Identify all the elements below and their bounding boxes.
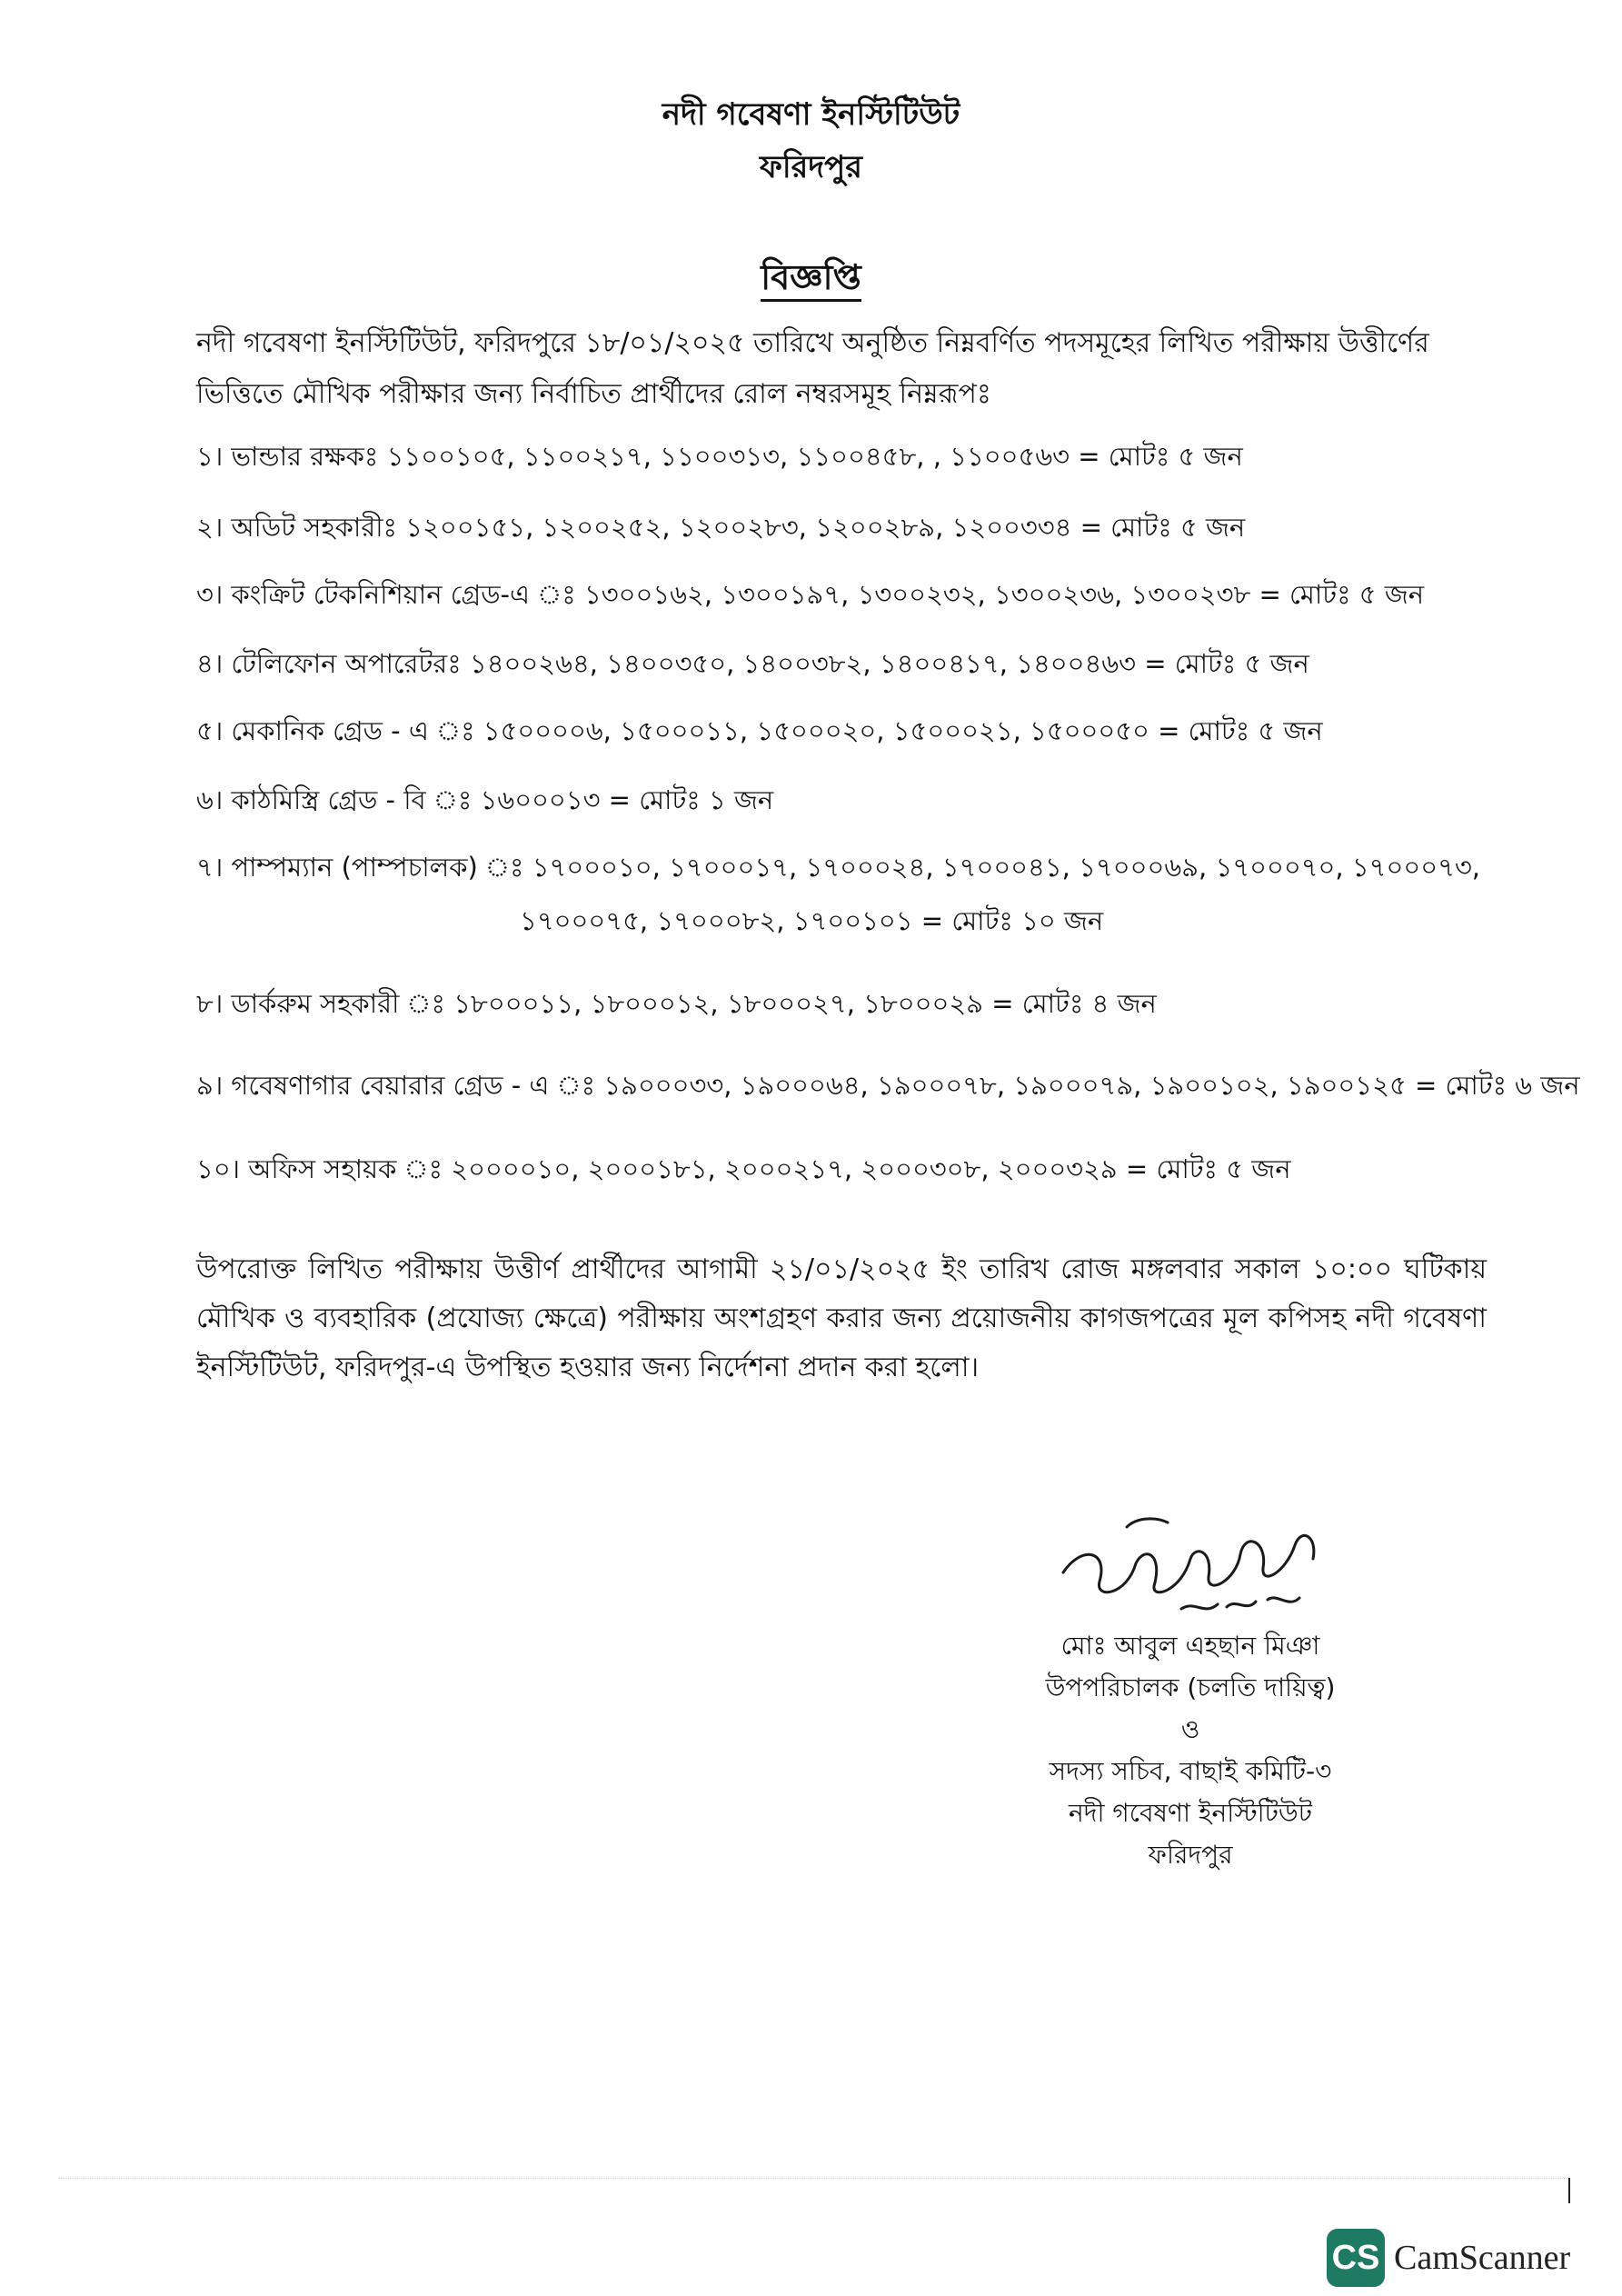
list-item bbox=[196, 1065, 1580, 1110]
institute-location: ফরিদপুর bbox=[760, 149, 862, 185]
list-item bbox=[196, 983, 1157, 1028]
list-item-text: ২। অডিট সহকারীঃ ১২০০১৫১, ১২০০২৫২, ১২০০২৮৩, ১২০০২৮৯, ১২০০৩৩৪ = মোটঃ ৫ জন bbox=[196, 512, 1246, 543]
signatory-location: ফরিদপুর bbox=[1148, 1840, 1233, 1870]
list-item bbox=[196, 507, 1245, 552]
camscanner-logo-icon: CS bbox=[1327, 2229, 1385, 2287]
list-item-text: ৪। টেলিফোন অপারেটরঃ ১৪০০২৬৪, ১৪০০৩৫০, ১৪০০৩৮২, ১৪০০৪১৭, ১৪০০৪৬৩ = মোটঃ ৫ জন bbox=[196, 648, 1309, 679]
list-item bbox=[196, 1149, 1291, 1193]
list-item-text: ৯। গবেষণাগার বেয়ারার গ্রেড - এ ঃ ১৯০০০৩৩, ১৯০০০৬৪, ১৯০০০৭৮, ১৯০০০৭৯, ১৯০০১০২, ১৯০০১২৫ = মোটঃ ৬ জন bbox=[196, 1070, 1580, 1101]
list-item bbox=[196, 574, 1424, 619]
notice-title-text: বিজ্ঞপ্তি bbox=[761, 257, 861, 302]
list-item-text: ১। ভান্ডার রক্ষকঃ ১১০০১০৫, ১১০০২১৭, ১১০০৩১৩, ১১০০৪৫৮, , ১১০০৫৬৩ = মোটঃ ৫ জন bbox=[196, 441, 1243, 472]
list-item-text: ৩। কংক্রিট টেকনিশিয়ান গ্রেড-এ ঃ ১৩০০১৬২, ১৩০০১৯৭, ১৩০০২৩২, ১৩০০২৩৬, ১৩০০২৩৮ = মোটঃ ৫ জন bbox=[196, 579, 1425, 610]
list-item bbox=[196, 436, 1243, 481]
list-item-text: ৫। মেকানিক গ্রেড - এ ঃ ১৫০০০০৬, ১৫০০০১১, ১৫০০০২০, ১৫০০০২১, ১৫০০০৫০ = মোটঃ ৫ জন bbox=[196, 715, 1323, 746]
signatory-role: সদস্য সচিব, বাছাই কমিটি-৩ bbox=[1049, 1756, 1332, 1786]
list-item-text: ১০। অফিস সহায়ক ঃ ২০০০০১০, ২০০০১৮১, ২০০০২১৭, ২০০০৩০৮, ২০০০৩২৯ = মোটঃ ৫ জন bbox=[196, 1153, 1291, 1184]
signatory-institute: নদী গবেষণা ইনস্টিটিউট bbox=[1069, 1798, 1312, 1828]
signatory-details bbox=[1009, 1625, 1372, 1876]
signatory-name: মোঃ আবুল এহছান মিঞা bbox=[1060, 1631, 1320, 1661]
list-item bbox=[196, 711, 1323, 755]
scan-edge-divider bbox=[58, 2178, 1567, 2180]
signatory-designation: উপপরিচালক (চলতি দায়িত্ব) bbox=[1045, 1672, 1336, 1702]
instruction-paragraph: উপরোক্ত লিখিত পরীক্ষায় উত্তীর্ণ প্রার্থীদের আগামী ২১/০১/২০২৫ ইং তারিখ রোজ মঙ্গলবার সকাল ১০:০০ ঘটিকায় মৌখিক ও ব্যবহারিক (প্রযোজ্য ক্ষেত্রে) পরীক্ষায় অংশগ্রহণ করার জন্য প্রয়োজনীয় কাগজপত্রের মূল কপিসহ নদী গবেষণা ইনস্টিটিউট, ফরিদপুর-এ উপস্থিত হওয়ার জন্য নির্দেশনা প্রদান করা হলো। bbox=[196, 1253, 1487, 1383]
camscanner-brand: CamScanner bbox=[1394, 2239, 1571, 2277]
intro-paragraph: নদী গবেষণা ইনস্টিটিউট, ফরিদপুরে ১৮/০১/২০২৫ তারিখে অনুষ্ঠিত নিম্নবর্ণিত পদসমূহের লিখিত পরীক্ষায় উত্তীর্ণের ভিত্তিতে মৌখিক পরীক্ষার জন্য নির্বাচিত প্রার্থীদের রোল নম্বরসমূহ নিম্নরূপঃ bbox=[196, 327, 1429, 410]
list-item bbox=[196, 780, 773, 824]
list-item bbox=[196, 644, 1309, 688]
list-item bbox=[196, 847, 1480, 945]
camscanner-watermark bbox=[1327, 2229, 1570, 2287]
institute-name: নদী গবেষণা ইনস্টিটিউট bbox=[662, 96, 960, 133]
list-item-continuation: ১৭০০০৭৫, ১৭০০০৮২, ১৭০০১০১ = মোটঃ ১০ জন bbox=[520, 905, 1104, 936]
list-item-text: ৬। কাঠমিস্ত্রি গ্রেড - বি ঃ ১৬০০০১৩ = মোটঃ ১ জন bbox=[196, 784, 774, 815]
handwritten-signature bbox=[1045, 1509, 1336, 1636]
scan-corner-mark bbox=[1568, 2178, 1570, 2203]
notice-title bbox=[0, 251, 1622, 309]
signatory-conjunction: ও bbox=[1180, 1714, 1200, 1744]
list-item-text: ৮। ডার্করুম সহকারী ঃ ১৮০০০১১, ১৮০০০১২, ১৮০০০২৭, ১৮০০০২৯ = মোটঃ ৪ জন bbox=[196, 988, 1157, 1019]
list-item-text: ৭। পাম্পম্যান (পাম্পচালক) ঃ ১৭০০০১০, ১৭০০০১৭, ১৭০০০২৪, ১৭০০০৪১, ১৭০০০৬৯, ১৭০০০৭০, ১৭০০০৭৩, bbox=[196, 852, 1481, 883]
